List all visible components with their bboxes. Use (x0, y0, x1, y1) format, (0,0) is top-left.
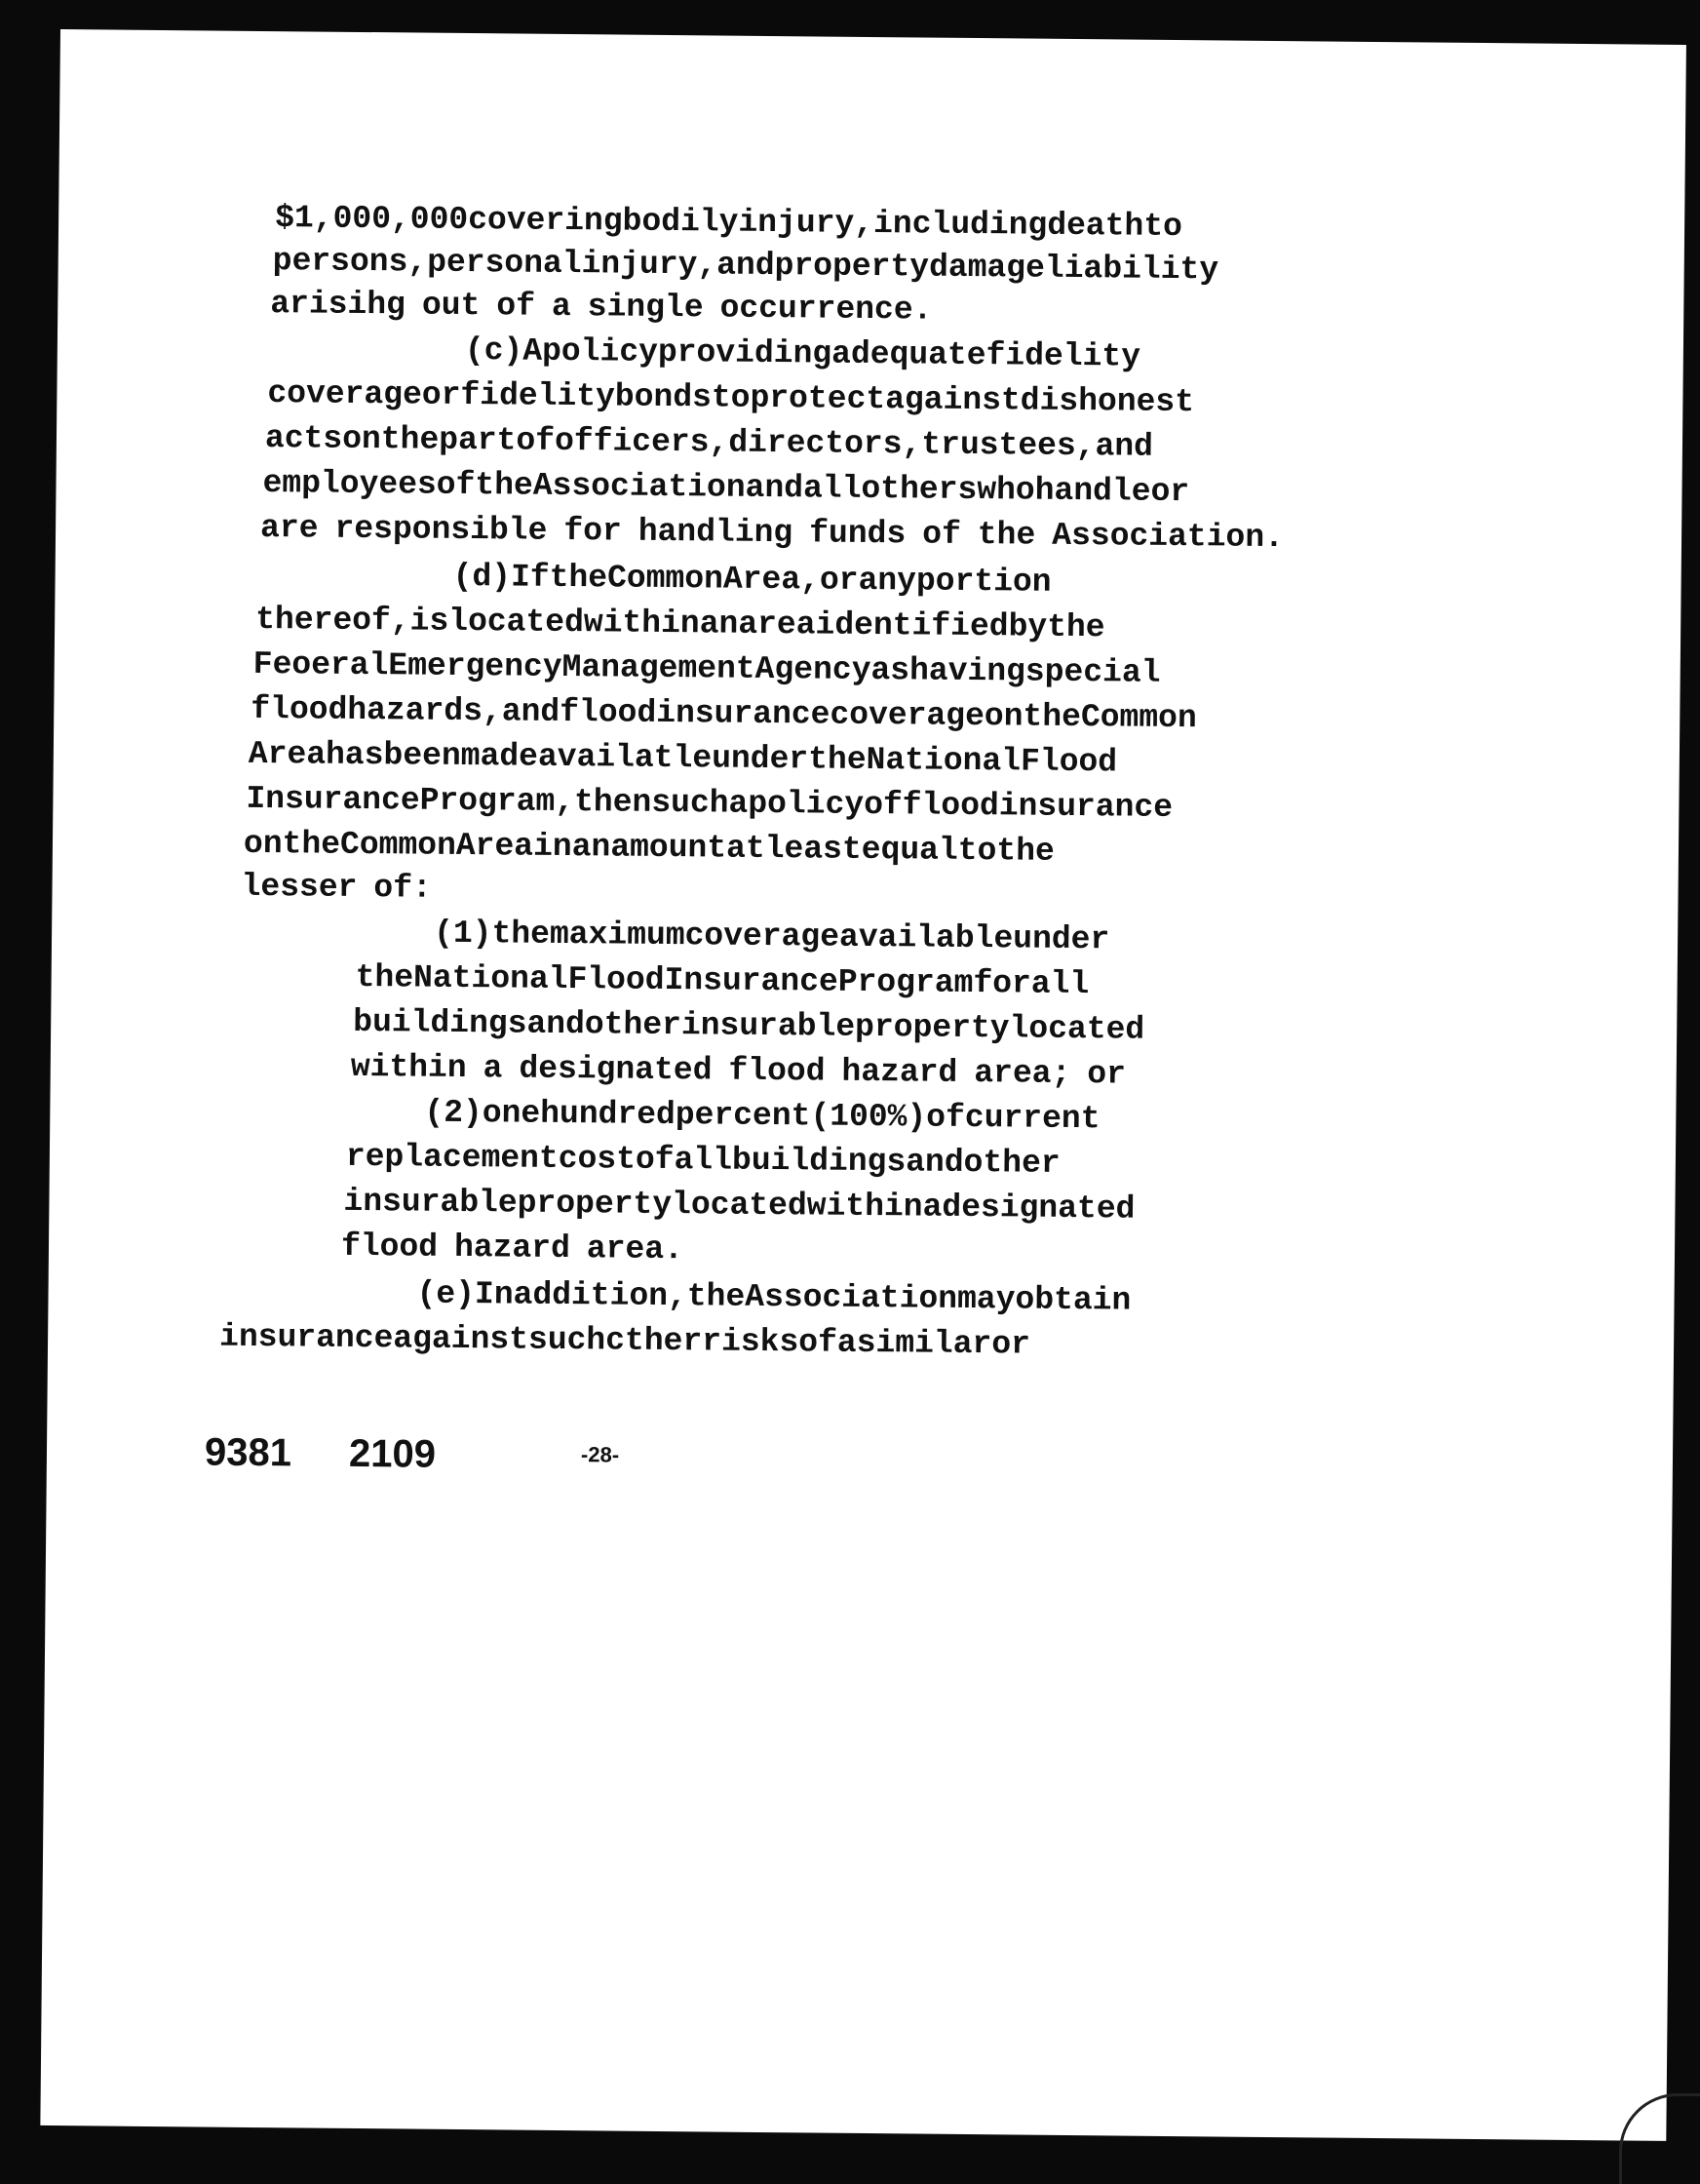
word: of: (373, 870, 432, 907)
word: of (516, 422, 556, 459)
word: located (1009, 1010, 1145, 1048)
word: all (802, 470, 862, 507)
word: insurable (680, 1007, 856, 1045)
word: insurable (343, 1183, 518, 1222)
word: hundred (540, 1095, 676, 1134)
word: and (501, 693, 560, 730)
word: Insurance (664, 961, 838, 1000)
word: to (1143, 208, 1183, 246)
word: designated (942, 1189, 1136, 1228)
word: insurance (656, 694, 831, 733)
page-number: -28- (580, 1442, 620, 1467)
word: or (819, 562, 859, 599)
word: the (996, 833, 1055, 870)
word: cther (605, 1322, 703, 1360)
word: dishonest (1020, 382, 1195, 421)
word: the (1023, 698, 1082, 736)
word: having (908, 652, 1026, 690)
word: and (745, 469, 804, 507)
word: is (409, 603, 449, 640)
word: under (1013, 920, 1110, 958)
text-line (241, 856, 448, 920)
word: coverage (684, 917, 840, 956)
word: maximum (549, 916, 685, 955)
word: Association (745, 1278, 958, 1317)
word: all (674, 1142, 733, 1179)
word: Common (339, 826, 457, 864)
word: within (583, 604, 700, 643)
word: designated (519, 1050, 713, 1089)
word: on (243, 825, 283, 863)
word: replacement (345, 1138, 559, 1177)
document-number-secondary: 2109 (348, 1431, 437, 1476)
word: a (836, 1324, 857, 1361)
word: to (957, 832, 997, 870)
word: the (1046, 608, 1105, 646)
word: may (956, 1280, 1016, 1318)
word: made (460, 737, 539, 775)
word: Agency (754, 650, 871, 689)
word: then (573, 784, 652, 821)
word: Program, (419, 782, 575, 821)
word: located (671, 1187, 807, 1225)
word: or (421, 376, 461, 413)
word: $1,000,000 (274, 200, 469, 239)
word: protect (750, 379, 886, 418)
word: of (922, 516, 962, 553)
word: area (738, 605, 816, 644)
word: damage (928, 249, 1046, 287)
word: all (1030, 965, 1090, 1003)
word: other (963, 1144, 1061, 1182)
word: policy (748, 785, 865, 823)
word: persons, (272, 243, 428, 281)
word: against (393, 1320, 529, 1358)
word: similar (856, 1324, 992, 1363)
word: death (1047, 207, 1144, 245)
word: within (350, 1048, 467, 1087)
word: other (584, 1006, 682, 1044)
word: Insurance (246, 780, 420, 819)
word: hazards, (347, 691, 502, 730)
word: Flood (567, 961, 665, 998)
word: National (866, 741, 1022, 780)
word: Flood (1020, 743, 1118, 781)
word: the (475, 467, 533, 504)
word: area. (586, 1230, 684, 1268)
word: lesser (241, 868, 358, 906)
word: Area (455, 827, 534, 865)
word: flood (340, 1228, 439, 1266)
word: the (549, 559, 608, 597)
word: others (861, 470, 978, 509)
word: Area, (722, 561, 821, 599)
word: Association (532, 467, 746, 506)
word: by (1008, 608, 1048, 645)
word: bonds (614, 378, 713, 416)
word: the (686, 1278, 746, 1315)
word: the (380, 421, 440, 458)
word: injury, (581, 246, 717, 284)
word: such (651, 784, 729, 822)
word: area; (974, 1055, 1071, 1092)
document-number: 9381 (204, 1430, 292, 1475)
word: If (510, 559, 550, 596)
word: a (483, 1050, 503, 1087)
word: Management (561, 648, 755, 687)
word: hazard (453, 1228, 571, 1268)
word: (1) (433, 915, 492, 953)
word: in (532, 828, 572, 866)
word: who (977, 472, 1035, 509)
word: equal (861, 831, 958, 869)
word: or (1087, 1056, 1127, 1093)
word: and (716, 247, 775, 285)
word: funds (809, 515, 907, 553)
word: occurrence. (719, 290, 933, 329)
word: Area (248, 735, 327, 773)
word: risks (702, 1323, 799, 1361)
word: personal (426, 244, 582, 283)
word: covering (468, 202, 623, 240)
word: liability (1044, 250, 1219, 289)
word: single (587, 289, 704, 327)
word: adequate (831, 335, 986, 374)
word: providing (657, 333, 832, 372)
word: of (496, 288, 536, 325)
word: of (635, 1141, 675, 1179)
word: property (774, 248, 930, 286)
word: an (571, 829, 611, 866)
text-line (218, 1306, 1031, 1377)
word: In (474, 1276, 514, 1313)
word: Emergency (388, 647, 562, 685)
word: buildings (731, 1142, 907, 1181)
word: the (491, 916, 551, 953)
word: directors, (728, 424, 922, 463)
word: as (870, 652, 910, 689)
word: acts (264, 420, 343, 457)
word: flood (560, 693, 657, 731)
word: handling (638, 513, 793, 552)
word: hazard (841, 1053, 958, 1091)
document-page (40, 29, 1686, 2141)
word: of (863, 786, 903, 824)
word: on (342, 420, 381, 458)
document-body (60, 29, 1686, 1363)
word: fidelity (985, 337, 1141, 375)
word: or (991, 1326, 1031, 1363)
word: buildings (353, 1003, 527, 1042)
word: property (854, 1008, 1010, 1047)
word: cost (558, 1140, 637, 1178)
word: officers, (554, 422, 729, 461)
word: been (383, 737, 461, 774)
word: part (439, 421, 517, 459)
word: and (526, 1005, 586, 1043)
word: of (926, 1099, 966, 1136)
word: available (838, 918, 1014, 957)
word: thereof, (255, 601, 410, 640)
word: addition, (513, 1276, 687, 1315)
word: percent (675, 1097, 811, 1135)
word: availatle (537, 738, 713, 777)
word: (2) (424, 1094, 483, 1132)
word: under (711, 740, 809, 778)
word: flood (251, 690, 348, 728)
word: current (964, 1099, 1101, 1138)
word: at (725, 830, 765, 867)
word: Common (1080, 699, 1197, 737)
word: insurance (998, 788, 1174, 826)
word: located (448, 603, 585, 642)
word: Program (837, 963, 974, 1002)
word: including (872, 206, 1048, 244)
word: such (527, 1321, 606, 1359)
word: of (436, 466, 476, 504)
word: insurance (218, 1318, 394, 1357)
word: a (922, 1189, 943, 1226)
word: property (517, 1185, 673, 1224)
word: (c) (464, 332, 523, 370)
word: coverage (830, 696, 985, 735)
word: Association. (1052, 517, 1285, 557)
word: (e) (416, 1275, 476, 1313)
word: and (1095, 428, 1154, 465)
word: least (764, 830, 862, 868)
word: the (282, 826, 341, 863)
word: for (563, 512, 622, 550)
word: against (884, 381, 1021, 419)
word: has (325, 736, 384, 774)
word: for (973, 965, 1031, 1002)
word: special (1024, 653, 1161, 691)
word: of (798, 1324, 838, 1361)
word: A (522, 332, 543, 370)
word: fidelity (460, 376, 616, 415)
word: to (711, 379, 751, 416)
word: coverage (267, 375, 423, 413)
word: an (699, 605, 739, 643)
word: the (977, 517, 1036, 554)
word: and (906, 1144, 964, 1181)
word: out (421, 287, 481, 325)
word: responsible (334, 510, 548, 549)
word: on (984, 698, 1024, 735)
word: (d) (452, 558, 512, 596)
word: employees (262, 465, 437, 503)
word: a (551, 288, 571, 326)
word: handle (1034, 472, 1151, 510)
word: flood (902, 787, 999, 825)
word: any (858, 562, 917, 600)
word: Feoeral (252, 645, 389, 684)
word: policy (541, 332, 659, 370)
word: amount (610, 829, 727, 867)
word: the (355, 958, 414, 996)
word: arisihg (270, 286, 406, 324)
word: are (259, 509, 319, 547)
word: obtain (1015, 1281, 1132, 1319)
word: National (412, 959, 568, 998)
word: or (1150, 473, 1190, 511)
word: bodily (622, 203, 739, 241)
word: trustees, (921, 426, 1096, 465)
word: the (808, 741, 867, 778)
word: (100%) (810, 1098, 927, 1136)
word: flood (728, 1052, 826, 1090)
word: identified (815, 606, 1009, 645)
word: Common (606, 560, 724, 598)
word: portion (915, 563, 1052, 601)
word: a (728, 785, 749, 822)
word: injury, (738, 204, 874, 243)
word: one (482, 1095, 541, 1132)
word: within (806, 1188, 923, 1226)
